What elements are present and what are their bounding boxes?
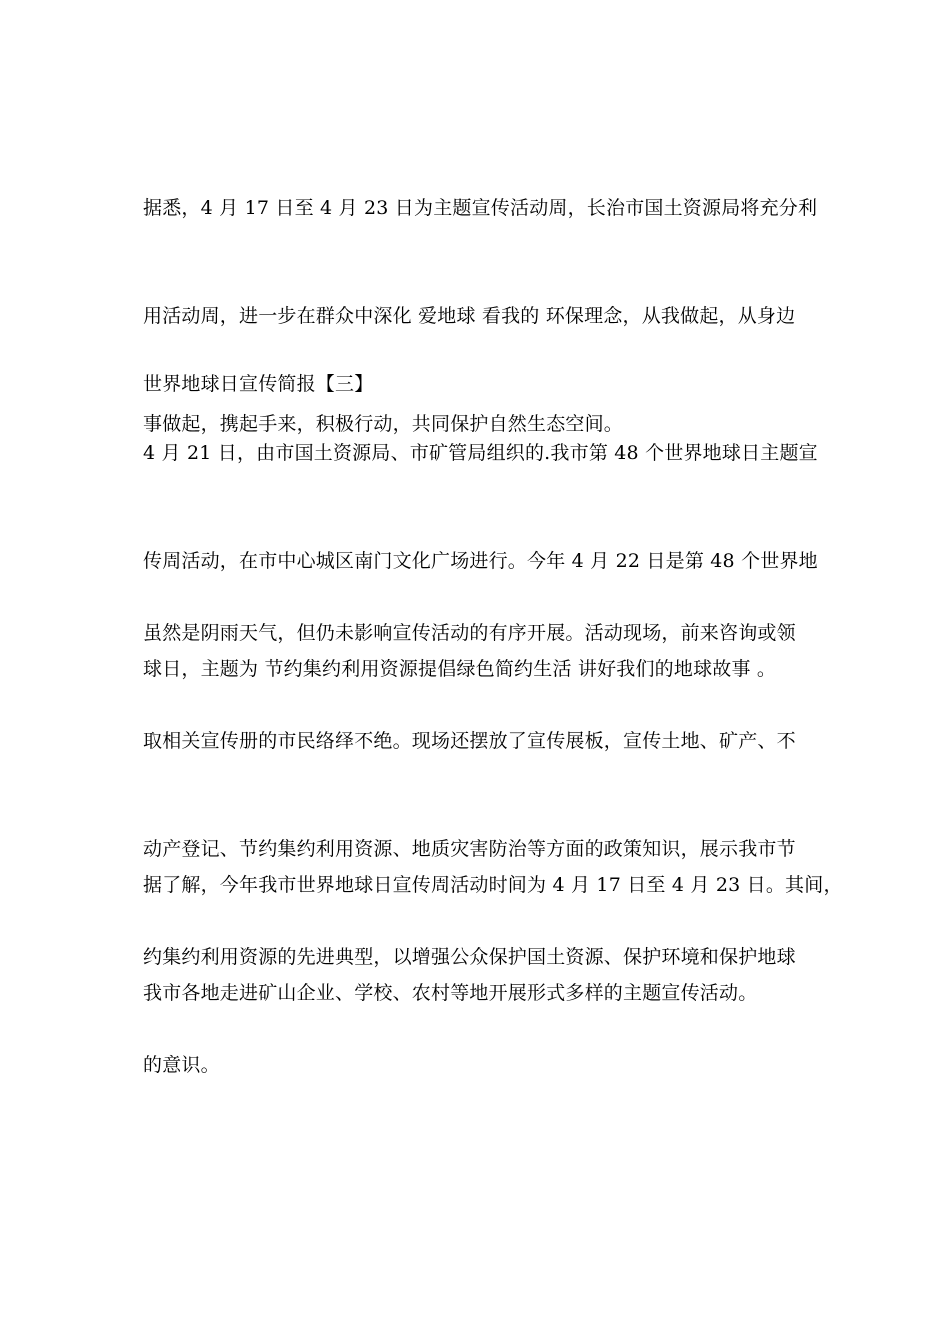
text-line: 取相关宣传册的市民络绎不绝。现场还摆放了宣传展板，宣传土地、矿产、不 <box>143 730 796 752</box>
text-line: 约集约利用资源的先进典型，以增强公众保护国土资源、保护环境和保护地球 <box>143 946 796 968</box>
text-line: 据了解，今年我市世界地球日宣传周活动时间为 4 月 17 日至 4 月 23 日。其间， <box>143 874 843 896</box>
text-line: 我市各地走进矿山企业、学校、农村等地开展形式多样的主题宣传活动。 <box>143 982 758 1004</box>
text-line: 球日，主题为 节约集约利用资源提倡绿色简约生活 讲好我们的地球故事 。 <box>143 658 777 680</box>
text-line: 虽然是阴雨天气，但仍未影响宣传活动的有序开展。活动现场，前来咨询或领 <box>143 622 796 644</box>
text-line: 据悉，4 月 17 日至 4 月 23 日为主题宣传活动周，长治市国土资源局将充分利 <box>143 197 818 219</box>
text-line: 的意识。 <box>143 1054 220 1076</box>
text-line: 动产登记、节约集约利用资源、地质灾害防治等方面的政策知识，展示我市节 <box>143 838 796 860</box>
text-line: 用活动周，进一步在群众中深化 爱地球 看我的 环保理念，从我做起，从身边 <box>143 305 796 327</box>
text-line: 事做起，携起手来，积极行动，共同保护自然生态空间。 <box>143 413 624 435</box>
heading-line: 世界地球日宣传简报【三】 <box>143 373 374 395</box>
text-line: 4 月 21 日，由市国土资源局、市矿管局组织的.我市第 48 个世界地球日主题宣 <box>143 442 818 464</box>
paragraph-event-schedule <box>143 795 843 1083</box>
text-line: 传周活动，在市中心城区南门文化广场进行。今年 4 月 22 日是第 48 个世界地 <box>143 550 818 572</box>
